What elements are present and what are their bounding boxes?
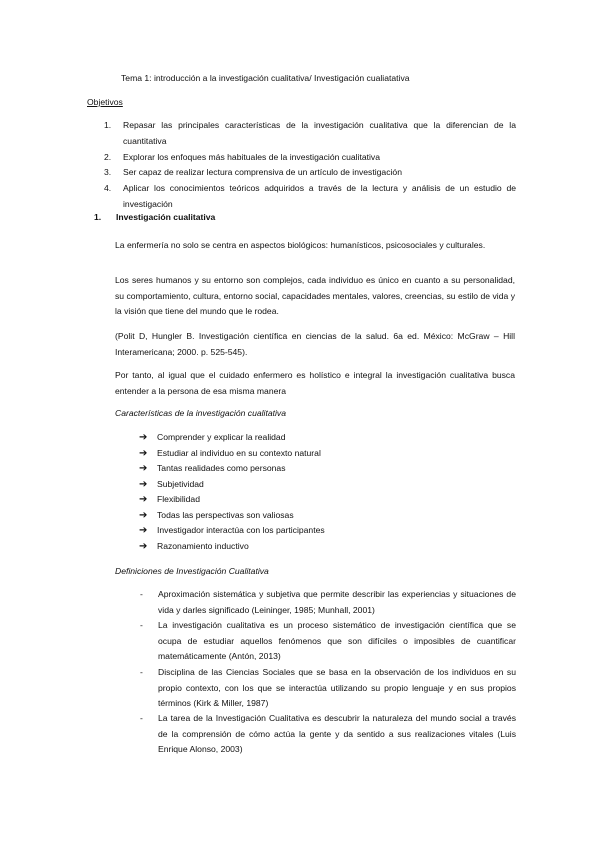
arrow-icon: ➔ [139, 509, 148, 521]
objetivo-item [104, 181, 516, 212]
objetivos-heading: Objetivos [87, 97, 123, 107]
list-item: ➔ Razonamiento inductivo [139, 539, 325, 555]
list-item: ➔ Todas las perspectivas son valiosas [139, 508, 325, 524]
objetivo-number: 1. [104, 120, 112, 130]
paragraph: (Polit D, Hungler B. Investigación científica en ciencias de la salud. 6a ed. México: McGraw – Hill Interamericana; 2000. p. 525-545). [115, 331, 515, 357]
caracteristicas-list [139, 430, 325, 554]
definicion-item [140, 587, 516, 618]
dash-bullet: - [140, 589, 143, 599]
definicion-text: La tarea de la Investigación Cualitativa es descubrir la naturaleza del mundo social a través de la comprensión de cómo actúa la gente y da sentido a sus realizaciones vitales (Luis Enrique Alonso, 2003) [158, 713, 516, 754]
definicion-item [140, 711, 516, 758]
section-heading [94, 210, 215, 226]
definicion-text: La investigación cualitativa es un proceso sistemático de investigación científica que se ocupa de estudiar aquellos fenómenos que son difíciles o imposibles de cuantificar matemáticamente (Antón, 2013) [158, 620, 516, 661]
list-item: ➔ Tantas realidades como personas [139, 461, 325, 477]
objetivo-item [104, 150, 516, 166]
objetivo-number: 2. [104, 152, 112, 162]
list-item: ➔ Comprender y explicar la realidad [139, 430, 325, 446]
list-item: ➔ Subjetividad [139, 477, 325, 493]
definicion-text: Aproximación sistemática y subjetiva que permite describir las experiencias y situaciones de vida y darles significado (Leininger, 1985; Munhall, 2001) [158, 589, 516, 615]
objetivo-text: Repasar las principales características de la investigación cualitativa que la diferencian de la cuantitativa [123, 120, 516, 146]
dash-bullet: - [140, 667, 143, 677]
objetivo-number: 4. [104, 183, 112, 193]
objetivo-text: Aplicar los conocimientos teóricos adquiridos a través de la lectura y análisis de un estudio de investigación [123, 183, 516, 209]
definiciones-heading: Definiciones de Investigación Cualitativa [115, 566, 269, 576]
document-title: Tema 1: introducción a la investigación cualitativa/ Investigación cualiatativa [121, 73, 410, 83]
arrow-icon: ➔ [139, 478, 148, 490]
objetivo-number: 3. [104, 167, 112, 177]
dash-bullet: - [140, 620, 143, 630]
objetivo-item [104, 118, 516, 149]
definicion-item [140, 665, 516, 712]
section-number: 1. [94, 212, 102, 222]
list-item: ➔ Investigador interactúa con los participantes [139, 523, 325, 539]
arrow-icon: ➔ [139, 463, 148, 474]
dash-bullet: - [140, 713, 143, 723]
objetivo-text: Explorar los enfoques más habituales de la investigación cualitativa [123, 152, 381, 162]
list-item: ➔ Estudiar al individuo en su contexto natural [139, 446, 325, 462]
arrow-icon: ➔ [139, 540, 148, 552]
caracteristicas-heading: Características de la investigación cualitativa [115, 408, 287, 418]
paragraph: La enfermería no solo se centra en aspectos biológicos: humanísticos, psicosociales y culturales. [115, 240, 486, 250]
objetivo-item [104, 165, 516, 181]
list-item: ➔ Flexibilidad [139, 492, 325, 508]
definicion-text: Disciplina de las Ciencias Sociales que se basa en la observación de los individuos en su propio contexto, con los que se interactúa utilizando su propio lenguaje y en sus propios términos (Kirk & Miller, 1987) [158, 667, 516, 708]
arrow-icon: ➔ [139, 525, 148, 536]
arrow-icon: ➔ [139, 447, 148, 459]
arrow-icon: ➔ [139, 432, 148, 443]
paragraph: Por tanto, al igual que el cuidado enfermero es holístico e integral la investigación cualitativa busca entender a la persona de esa misma manera [115, 370, 515, 396]
paragraph: Los seres humanos y su entorno son complejos, cada individuo es único en cuanto a su personalidad, su comportamiento, cultura, entorno social, capacidades mentales, valores, creencias, su estilo de vida y la visión que tiene del mundo que le rodea. [115, 275, 515, 316]
section-title: Investigación cualitativa [116, 212, 216, 222]
arrow-icon: ➔ [139, 494, 148, 505]
objetivo-text: Ser capaz de realizar lectura comprensiva de un artículo de investigación [123, 167, 402, 177]
definicion-item [140, 618, 516, 665]
